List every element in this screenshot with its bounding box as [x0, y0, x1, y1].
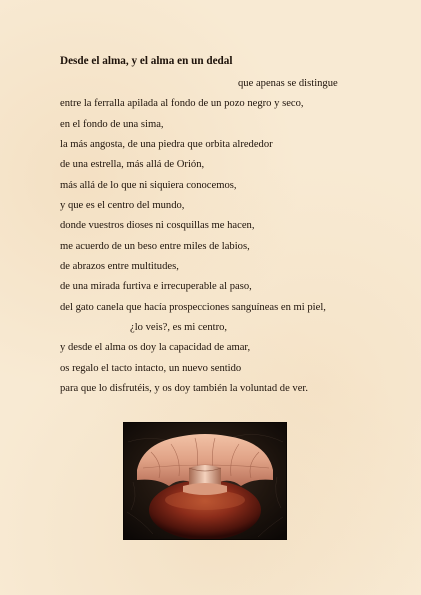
poem-line: del gato canela que hacía prospecciones sanguíneas en mi piel, — [60, 301, 326, 313]
illustration-artwork — [123, 422, 287, 540]
poem-line: donde vuestros dioses ni cosquillas me hacen, — [60, 220, 255, 232]
poem-line: de una estrella, más allá de Orión, — [60, 159, 205, 171]
poem-body — [60, 74, 380, 400]
poem-line: de una mirada furtiva e irrecuperable al paso, — [60, 281, 252, 293]
poem-title: Desde el alma, y el alma en un dedal — [60, 55, 233, 67]
poem-line: que apenas se distingue — [238, 78, 338, 89]
poem-line: de abrazos entre multitudes, — [60, 261, 179, 273]
poem-line: para que lo disfrutéis, y os doy también la voluntad de ver. — [60, 383, 309, 395]
poem-line: me acuerdo de un beso entre miles de labios, — [60, 240, 250, 252]
poem-line: y desde el alma os doy la capacidad de amar, — [60, 342, 251, 354]
poem-line: ¿lo veis?, es mi centro, — [130, 322, 228, 334]
poem-line: y que es el centro del mundo, — [60, 200, 185, 212]
poem-line: os regalo el tacto intacto, un nuevo sentido — [60, 362, 242, 374]
poem-line: más allá de lo que ni siquiera conocemos, — [60, 179, 237, 191]
poem-line: entre la ferralla apilada al fondo de un pozo negro y seco, — [60, 98, 304, 110]
poem-line: la más angosta, de una piedra que orbita alrededor — [60, 139, 273, 151]
poem-line: en el fondo de una sima, — [60, 118, 164, 130]
